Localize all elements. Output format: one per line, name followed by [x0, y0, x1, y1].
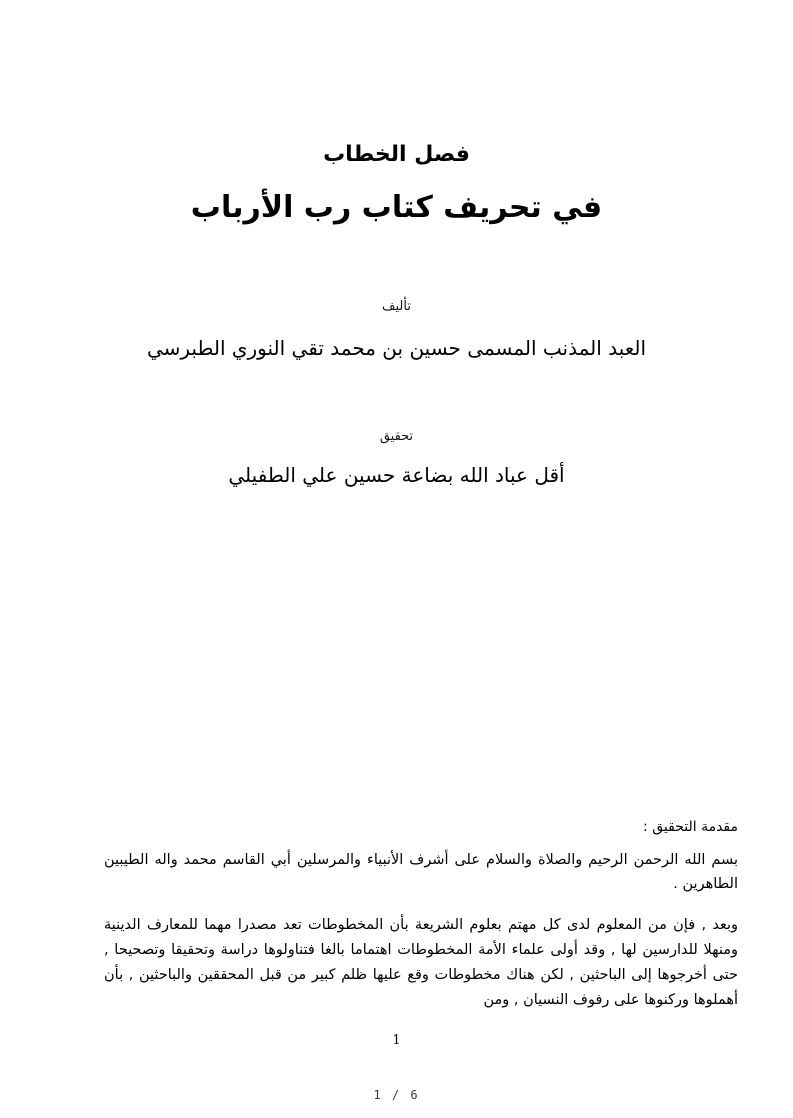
book-title: فصل الخطاب	[323, 142, 470, 167]
author-role-label: تأليف	[382, 299, 411, 314]
introduction-section	[104, 819, 738, 1013]
editor-role-label: تحقيق	[379, 429, 414, 444]
book-subtitle: في تحريف كتاب رب الأرباب	[190, 190, 603, 225]
author-name: العبد المذنب المسمى حسين بن محمد تقي النوري الطبرسي	[146, 336, 647, 360]
viewer-page-indicator: 1 / 6	[373, 1088, 420, 1102]
page-number: 1	[392, 1033, 401, 1048]
paragraph-introduction: وبعد , فإن من المعلوم لدى كل مهتم بعلوم الشريعة بأن المخطوطات تعد مصدرا مهما للمعارف الدينية ومنهلا للدارسين لها , وقد أولى علماء الأمة المخطوطات اهتماما بالغا فتناولوها دراسة وتحقيقا وتصحيحا , حتى أخرجوها إلى الباحثين , لكن هناك مخطوطات وقع عليها ظلم كبير من قبل المحققين والباحثين , بأن أهملوها وركنوها على رفوف النسيان , ومن	[104, 917, 738, 1008]
paragraph-basmala: بسم الله الرحمن الرحيم والصلاة والسلام على أشرف الأنبياء والمرسلين أبي القاسم محمد واله الطيبين الطاهرين .	[104, 852, 738, 892]
editor-name: أقل عباد الله بضاعة حسين علي الطفيلي	[228, 463, 565, 487]
section-heading: مقدمة التحقيق :	[643, 819, 738, 835]
